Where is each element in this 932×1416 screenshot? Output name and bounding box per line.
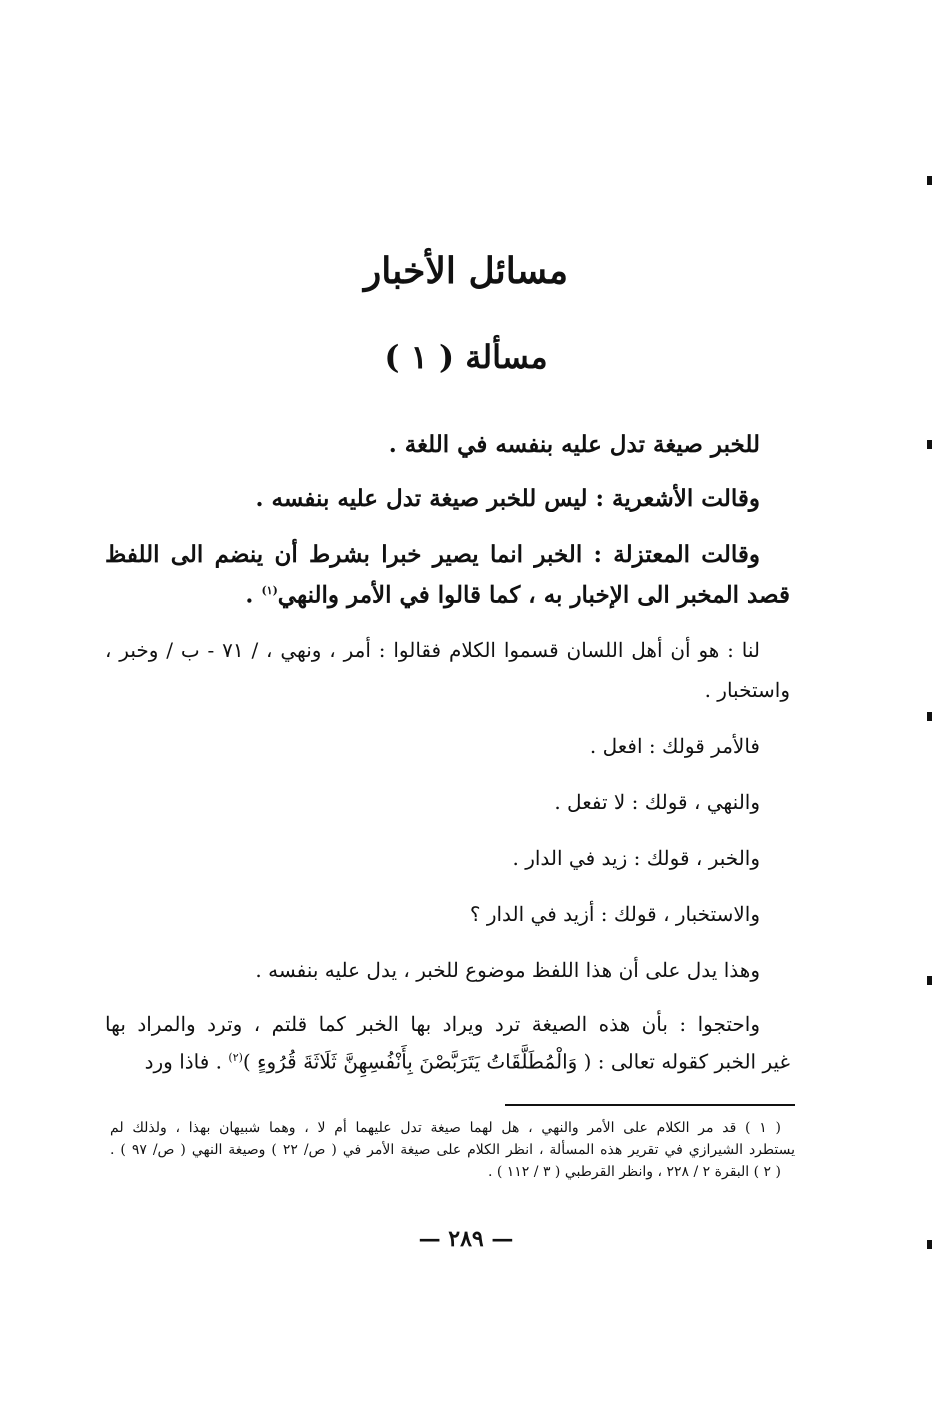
footnote-ref-1: (١) [261, 584, 278, 597]
edge-mark [927, 440, 932, 449]
paragraph-3-line-2 [105, 578, 790, 609]
paragraph-4-line-2: واستخبار . [704, 677, 790, 702]
chapter-title: مسائل الأخبار [363, 250, 569, 292]
page-number: — ٢٨٩ — [418, 1226, 514, 1252]
footnotes [110, 1117, 795, 1183]
footnote-ref-2: (٢) [228, 1050, 243, 1064]
paragraph-6-end: . فاذا ورد [144, 1049, 229, 1074]
footnote-1-line-2: يستطرد الشيرازي في تقرير هذه المسألة ، انظر الكلام على صيغة الأمر في ( ص/ ٢٢ ) وصيغة النهي ( ص/ ٩٧ ) . [110, 1142, 795, 1158]
example-question: والاستخبار ، قولك : أزيد في الدار ؟ [469, 901, 760, 926]
paragraph-3-end: . [245, 581, 262, 609]
example-command: فالأمر قولك : افعل . [589, 733, 760, 758]
example-prohibition: والنهي ، قولك : لا تفعل . [554, 789, 760, 814]
edge-mark [927, 976, 932, 985]
paragraph-6-line-2 [105, 1045, 790, 1075]
paragraph-1: للخبر صيغة تدل عليه بنفسه في اللغة . [388, 431, 760, 458]
footnote-separator [505, 1104, 795, 1106]
paragraph-3-line-1: وقالت المعتزلة : الخبر انما يصير خبرا بشرط أن ينضم الى اللفظ [105, 541, 760, 568]
footnote-1-line-1: ( ١ ) قد مر الكلام على الأمر والنهي ، هل لهما صيغة تدل عليهما أم لا ، وهما شبيهان بهذا ، ولذلك لم [110, 1120, 782, 1136]
paragraph-3-text: قصد المخبر الى الإخبار به ، كما قالوا في الأمر والنهي [277, 581, 790, 609]
footnote-2: ( ٢ ) البقرة ٢ / ٢٢٨ ، وانظر القرطبي ( ٣ / ١١٢ ) . [487, 1164, 781, 1180]
example-statement: والخبر ، قولك : زيد في الدار . [512, 845, 760, 870]
edge-mark [927, 176, 932, 185]
paragraph-2: وقالت الأشعرية : ليس للخبر صيغة تدل عليه بنفسه . [255, 485, 760, 512]
paragraph-6-line-1: واحتجوا : بأن هذه الصيغة ترد ويراد بها الخبر كما قلتم ، وترد والمراد بها [105, 1011, 760, 1036]
paragraph-5: وهذا يدل على أن هذا اللفظ موضوع للخبر ، يدل عليه بنفسه . [255, 957, 760, 982]
paragraph-4-line-1: لنا : هو أن أهل اللسان قسموا الكلام فقالوا : أمر ، ونهي ، / ٧١ - ب / وخبر ، [105, 637, 760, 662]
main-text [105, 432, 790, 1074]
issue-title: مسألة ( ١ ) [384, 338, 548, 376]
quran-quote: غير الخبر كقوله تعالى : ( وَالْمُطَلَّقَاتُ يَتَرَبَّصْنَ بِأَنْفُسِهِنَّ ثَلَاثَةَ قُرُوءٍ ) [242, 1049, 790, 1074]
edge-mark [927, 712, 932, 721]
